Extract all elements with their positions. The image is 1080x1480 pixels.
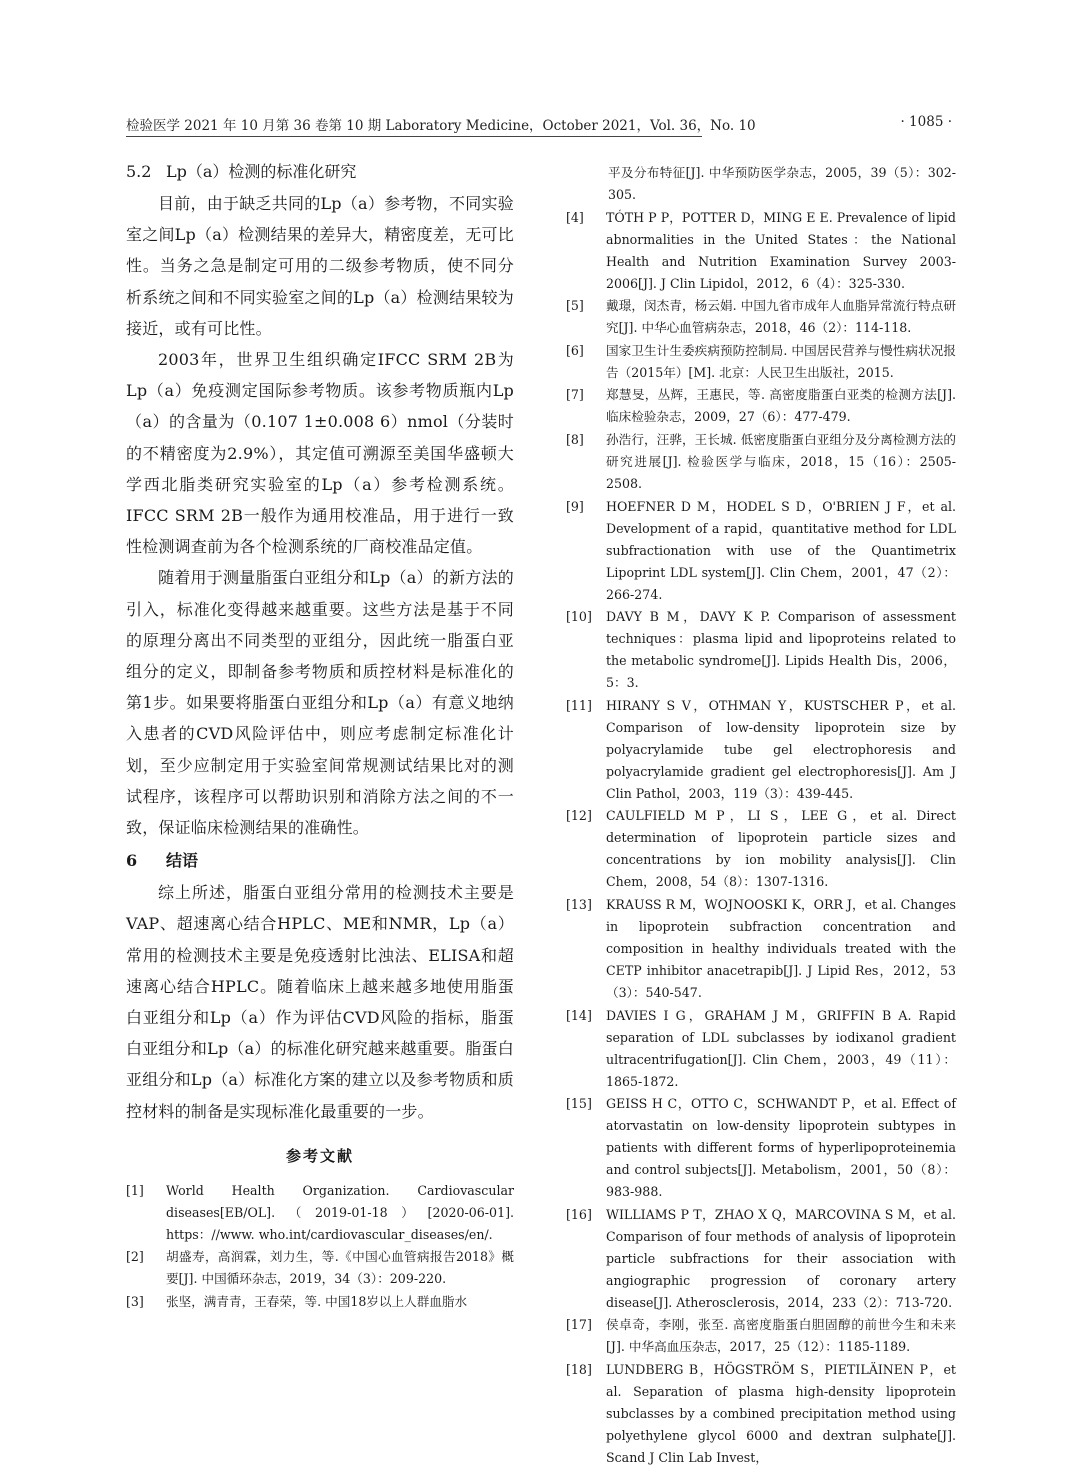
reference-continuation: 平及分布特征[J]. 中华预防医学杂志，2005，39（5）：302-305. (608, 165, 956, 202)
reference-text: GEISS H C，OTTO C，SCHWANDT P，et al. Effect of atorvastatin on low-density lipoprotein subtypes in patients with different forms of hyperlipoproteinemia and control subjects[J]. Metabolism，2001，50（8）：983-988. (606, 1096, 956, 1200)
reference-number: [16] (566, 1206, 592, 1222)
header-rule (126, 136, 702, 137)
reference-item (566, 894, 956, 1004)
reference-text: 孙浩行，汪骅，王长城. 低密度脂蛋白亚组分及分离检测方法的研究进展[J]. 检验医学与临床，2018，15（16）：2505-2508. (606, 431, 956, 491)
reference-number: [1] (126, 1182, 144, 1198)
body-paragraph: 2003年，世界卫生组织确定IFCC SRM 2B为Lp（a）免疫测定国际参考物质。该参考物质瓶内Lp（a）的含量为（0.107 1±0.008 6）nmol（分装时的不精密度为2.9%），其定值可溯源至美国华盛顿大学西北脂类研究实验室的Lp（a）参考检测系统。IFCC SRM 2B一般作为通用校准品，用于进行一致性检测调查前为各个检测系统的厂商校准品定值。 (126, 350, 514, 557)
reference-item (566, 384, 956, 428)
reference-item (566, 1204, 956, 1314)
reference-number: [8] (566, 431, 584, 447)
reference-number: [9] (566, 498, 584, 514)
reference-number: [11] (566, 697, 592, 713)
reference-number: [2] (126, 1249, 144, 1265)
reference-text: 戴璟，闵杰青，杨云娟. 中国九省市成年人血脂异常流行特点研究[J]. 中华心血管病杂志，2018，46（2）：114-118. (606, 298, 956, 336)
reference-text: CAULFIELD M P，LI S，LEE G，et al. Direct determination of lipoprotein particle sizes and concentrations by ion mobility analysis[J]. Clin Chem，2008，54（8）：1307-1316. (606, 808, 956, 890)
reference-number: [4] (566, 209, 584, 225)
reference-text: 胡盛寿，高润霖，刘力生，等.《中国心血管病报告2018》概要[J]. 中国循环杂志，2019，34（3）：209-220. (166, 1249, 514, 1287)
body-paragraph: 随着用于测量脂蛋白亚组分和Lp（a）的新方法的引入，标准化变得越来越重要。这些方法是基于不同的原理分离出不同类型的亚组分，因此统一脂蛋白亚组分的定义，即制备参考物质和质控材料是标准化的第1步。如果要将脂蛋白亚组分和Lp（a）有意义地纳入患者的CVD风险评估中，则应考虑制定标准化计划，至少应制定用于实验室间常规测试结果比对的测试程序，该程序可以帮助识别和消除方法之间的不一致，保证临床检测结果的准确性。 (126, 568, 514, 838)
reference-text: KRAUSS R M，WOJNOOSKI K，ORR J，et al. Changes in lipoprotein subfraction concentration and composition in healthy individuals treated with the CETP inhibitor anacetrapib[J]. J Lipid Res，2012，53（3）：540-547. (606, 896, 956, 1000)
page-number: · 1085 · (900, 114, 952, 130)
reference-number: [13] (566, 896, 592, 912)
references-title: 参考文献 (285, 1146, 354, 1165)
reference-item (566, 1314, 956, 1358)
section-heading-6 (126, 847, 514, 875)
reference-item (566, 496, 956, 606)
right-column (566, 162, 956, 1470)
left-column (126, 158, 514, 1314)
reference-text: TÓTH P P，POTTER D，MING E E. Prevalence of lipid abnormalities in the United States：the National Health and Nutrition Examination Survey 2003-2006[J]. J Clin Lipidol，2012，6（4）：325-330. (606, 209, 956, 291)
section-number: 6 (126, 851, 138, 871)
reference-text: 郑慧旻，丛辉，王惠民，等. 高密度脂蛋白亚类的检测方法[J]. 临床检验杂志，2009，27（6）：477-479. (606, 387, 956, 425)
reference-item (566, 606, 956, 694)
reference-number: [6] (566, 342, 584, 358)
reference-item (126, 1291, 514, 1313)
reference-item (566, 429, 956, 495)
reference-number: [18] (566, 1361, 592, 1377)
reference-text: 国家卫生计生委疾病预防控制局. 中国居民营养与慢性病状况报告（2015年）[M]. 北京：人民卫生出版社，2015. (606, 342, 956, 380)
reference-item (566, 207, 956, 295)
journal-info: 检验医学 2021 年 10 月第 36 卷第 10 期 Laboratory Medicine，October 2021，Vol. 36，No. 10 (126, 118, 756, 134)
section-heading-5-2 (126, 158, 514, 186)
reference-number: [3] (126, 1294, 144, 1310)
reference-text: WILLIAMS P T，ZHAO X Q，MARCOVINA S M，et al. Comparison of four methods of analysis of lipoprotein particle subfractions for their association with angiographic progression of coronary artery disease[J]. Atherosclerosis，2014，233（2）：713-720. (606, 1206, 956, 1310)
reference-number: [7] (566, 387, 584, 403)
reference-text: 张坚，满青青，王春荣，等. 中国18岁以上人群血脂水 (166, 1294, 468, 1310)
reference-number: [15] (566, 1096, 592, 1112)
running-header (126, 114, 952, 136)
reference-number: [14] (566, 1007, 592, 1023)
reference-text: HOEFNER D M，HODEL S D，O'BRIEN J F，et al. Development of a rapid，quantitative method for LDL subfractionation with use of the Quantimetrix Lipoprint LDL system[J]. Clin Chem，2001，47（2）：266-274. (606, 498, 956, 602)
section-title: Lp（a）检测的标准化研究 (166, 162, 357, 181)
reference-number: [17] (566, 1317, 592, 1333)
body-paragraph: 目前，由于缺乏共同的Lp（a）参考物，不同实验室之间Lp（a）检测结果的差异大，精密度差，无可比性。当务之急是制定可用的二级参考物质，使不同分析系统之间和不同实验室之间的Lp（a）检测结果较为接近，或有可比性。 (126, 194, 514, 338)
reference-text: DAVIES I G，GRAHAM J M，GRIFFIN B A. Rapid separation of LDL subclasses by iodixanol gradient ultracentrifugation[J]. Clin Chem，2003，49（11）：1865-1872. (606, 1007, 956, 1089)
reference-text: HIRANY S V，OTHMAN Y，KUSTSCHER P，et al. Comparison of low-density lipoprotein size by polyacrylamide tube gel electrophoresis and polyacrylamide gradient gel electrophoresis[J]. Am J Clin Pathol，2003，119（3）：439-445. (606, 697, 956, 801)
section-title: 结语 (166, 851, 199, 871)
reference-item (566, 1093, 956, 1203)
reference-item (126, 1246, 514, 1290)
reference-text: 侯卓奇，李刚，张至. 高密度脂蛋白胆固醇的前世今生和未来[J]. 中华高血压杂志，2017，25（12）：1185-1189. (606, 1317, 956, 1355)
reference-item (566, 1359, 956, 1469)
body-paragraph: 综上所述，脂蛋白亚组分常用的检测技术主要是VAP、超速离心结合HPLC、ME和NMR，Lp（a）常用的检测技术主要是免疫透射比浊法、ELISA和超速离心结合HPLC。随着临床上越来越多地使用脂蛋白亚组分和Lp（a）作为评估CVD风险的指标，脂蛋白亚组分和Lp（a）的标准化研究越来越重要。脂蛋白亚组分和Lp（a）标准化方案的建立以及参考物质和质控材料的制备是实现标准化最重要的一步。 (126, 883, 514, 1121)
reference-number: [12] (566, 808, 592, 824)
reference-text: World Health Organization. Cardiovascular diseases[EB/OL].（2019-01-18）[2020-06-01]. https：//www. who.int/cardiovascular_diseases/en/. (166, 1182, 514, 1242)
reference-number: [10] (566, 609, 592, 625)
section-number: 5.2 (126, 162, 152, 181)
reference-item (566, 340, 956, 384)
reference-number: [5] (566, 298, 584, 314)
reference-item (566, 695, 956, 805)
reference-item (566, 805, 956, 893)
reference-item (566, 1005, 956, 1093)
reference-text: DAVY B M，DAVY K P. Comparison of assessment techniques：plasma lipid and lipoproteins related to the metabolic syndrome[J]. Lipids Health Dis，2006，5：3. (606, 609, 956, 691)
reference-item (566, 295, 956, 339)
reference-item (126, 1180, 514, 1246)
reference-text: LUNDBERG B，HÖGSTRÖM S，PIETILÄINEN P，et al. Separation of plasma high-density lipoprotein subclasses by a combined precipitation method using polyethylene glycol 6000 and dextran sulphate[J]. Scand J Clin Lab Invest， (606, 1361, 956, 1465)
